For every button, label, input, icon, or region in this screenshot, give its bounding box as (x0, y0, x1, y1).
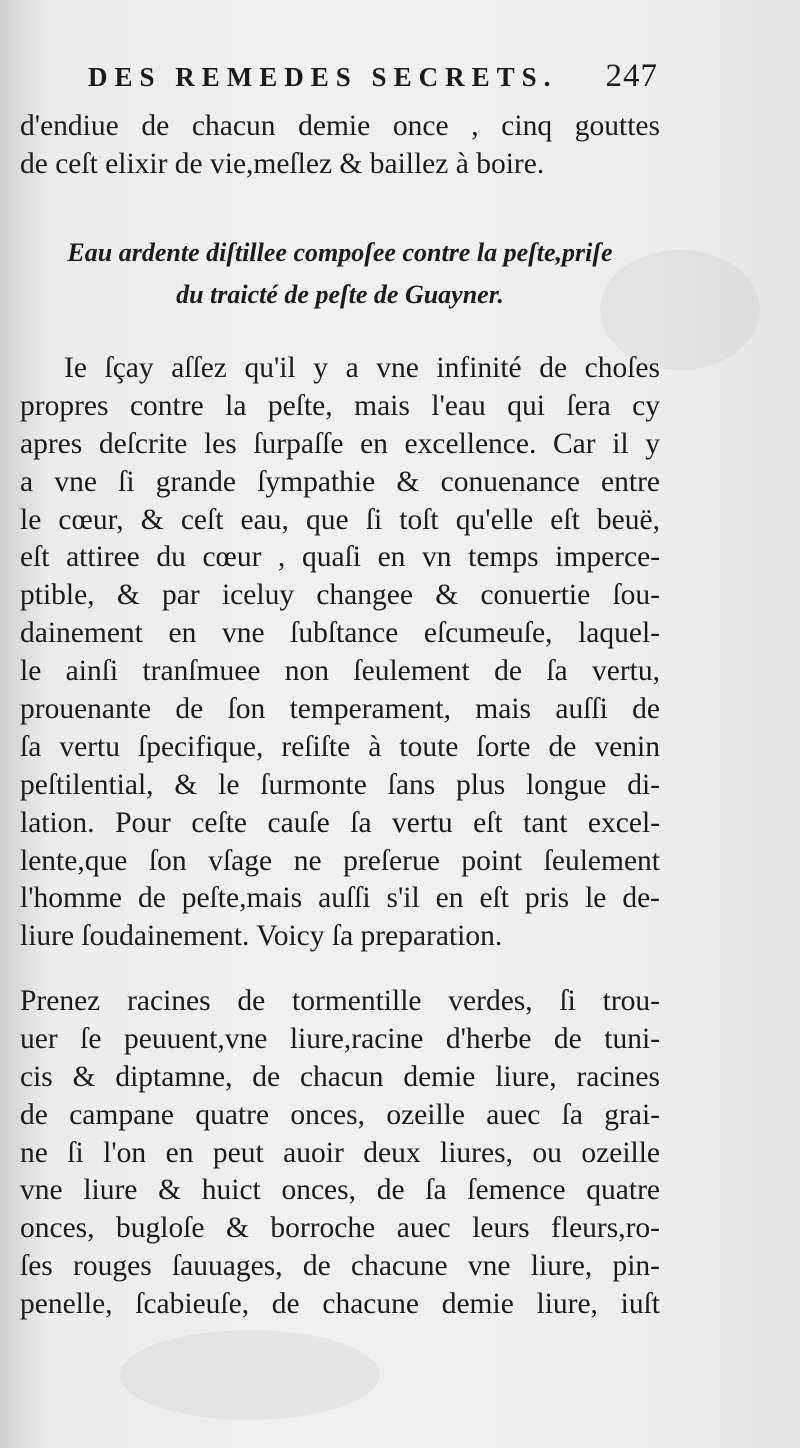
running-head-title: DES REMEDES SECRETS. (88, 62, 558, 92)
text-line: d'endiue de chacun demie once , cinq gouttes (20, 110, 660, 142)
text-line: uer ſe peuuent,vne liure,racine d'herbe de tuni- (20, 1022, 660, 1055)
paragraph-2 (20, 983, 660, 1324)
paper-stain (120, 1330, 380, 1420)
heading-line: du traicté de peſte de Guayner. (176, 280, 504, 309)
text-line: prouenante de ſon temperament, mais auſſi de (20, 693, 660, 726)
text-line: vne liure & huict onces, de ſa ſemence quatre (20, 1174, 660, 1207)
text-line: Ie ſçay aſſez qu'il y a vne infinité de choſes (64, 352, 660, 384)
text-line: apres deſcrite les ſurpaſſe en excellence. Car il y (20, 427, 660, 460)
text-line: ne ſi l'on en peut auoir deux liures, ou ozeille (20, 1136, 660, 1169)
text-line: lente,que ſon vſage ne preſerue point ſeulement (20, 844, 660, 877)
text-line: de ceſt elixir de vie,meſlez & baillez à boire. (20, 147, 545, 180)
text-line: ptible, & par iceluy changee & conuertie ſou- (20, 579, 660, 612)
running-head (88, 58, 658, 102)
text-line: propres contre la peſte, mais l'eau qui ſera cy (20, 389, 660, 422)
text-line: ſa vertu ſpecifique, reſiſte à toute ſorte de venin (20, 730, 660, 763)
text-line: le ainſi tranſmuee non ſeulement de ſa vertu, (20, 655, 660, 688)
text-line: peſtilential, & le ſurmonte ſans plus longue di- (20, 768, 660, 801)
text-line: cis & diptamne, de chacun demie liure, racines (20, 1060, 660, 1093)
text-line: ſes rouges ſauuages, de chacune vne liure, pin- (20, 1250, 660, 1283)
text-line: l'homme de peſte,mais auſſi s'il en eſt pris le de- (20, 882, 660, 915)
text-line: onces, bugloſe & borroche auec leurs fleurs,ro- (20, 1212, 660, 1245)
text-line: penelle, ſcabieuſe, de chacune demie liure, iuſt (20, 1288, 660, 1321)
text-line: liure ſoudainement. Voicy ſa preparation. (20, 920, 503, 953)
continuation-text (20, 108, 660, 184)
text-line: le cœur, & ceſt eau, que ſi toſt qu'elle eſt beuë, (20, 503, 660, 536)
section-heading (20, 232, 660, 316)
text-line: dainement en vne ſubſtance eſcumeuſe, laquel- (20, 617, 660, 650)
text-line: a vne ſi grande ſympathie & conuenance entre (20, 465, 660, 498)
text-line: lation. Pour ceſte cauſe ſa vertu eſt tant excel- (20, 806, 660, 839)
text-line: de campane quatre onces, ozeille auec ſa grai- (20, 1098, 660, 1131)
heading-line: Eau ardente diſtillee compoſee contre la peſte,priſe (67, 238, 613, 267)
page-number: 247 (605, 58, 658, 94)
paragraph-1 (20, 350, 660, 956)
text-line: eſt attiree du cœur , quaſi en vn temps imperce- (20, 541, 660, 574)
text-line: Prenez racines de tormentille verdes, ſi trou- (20, 985, 660, 1017)
